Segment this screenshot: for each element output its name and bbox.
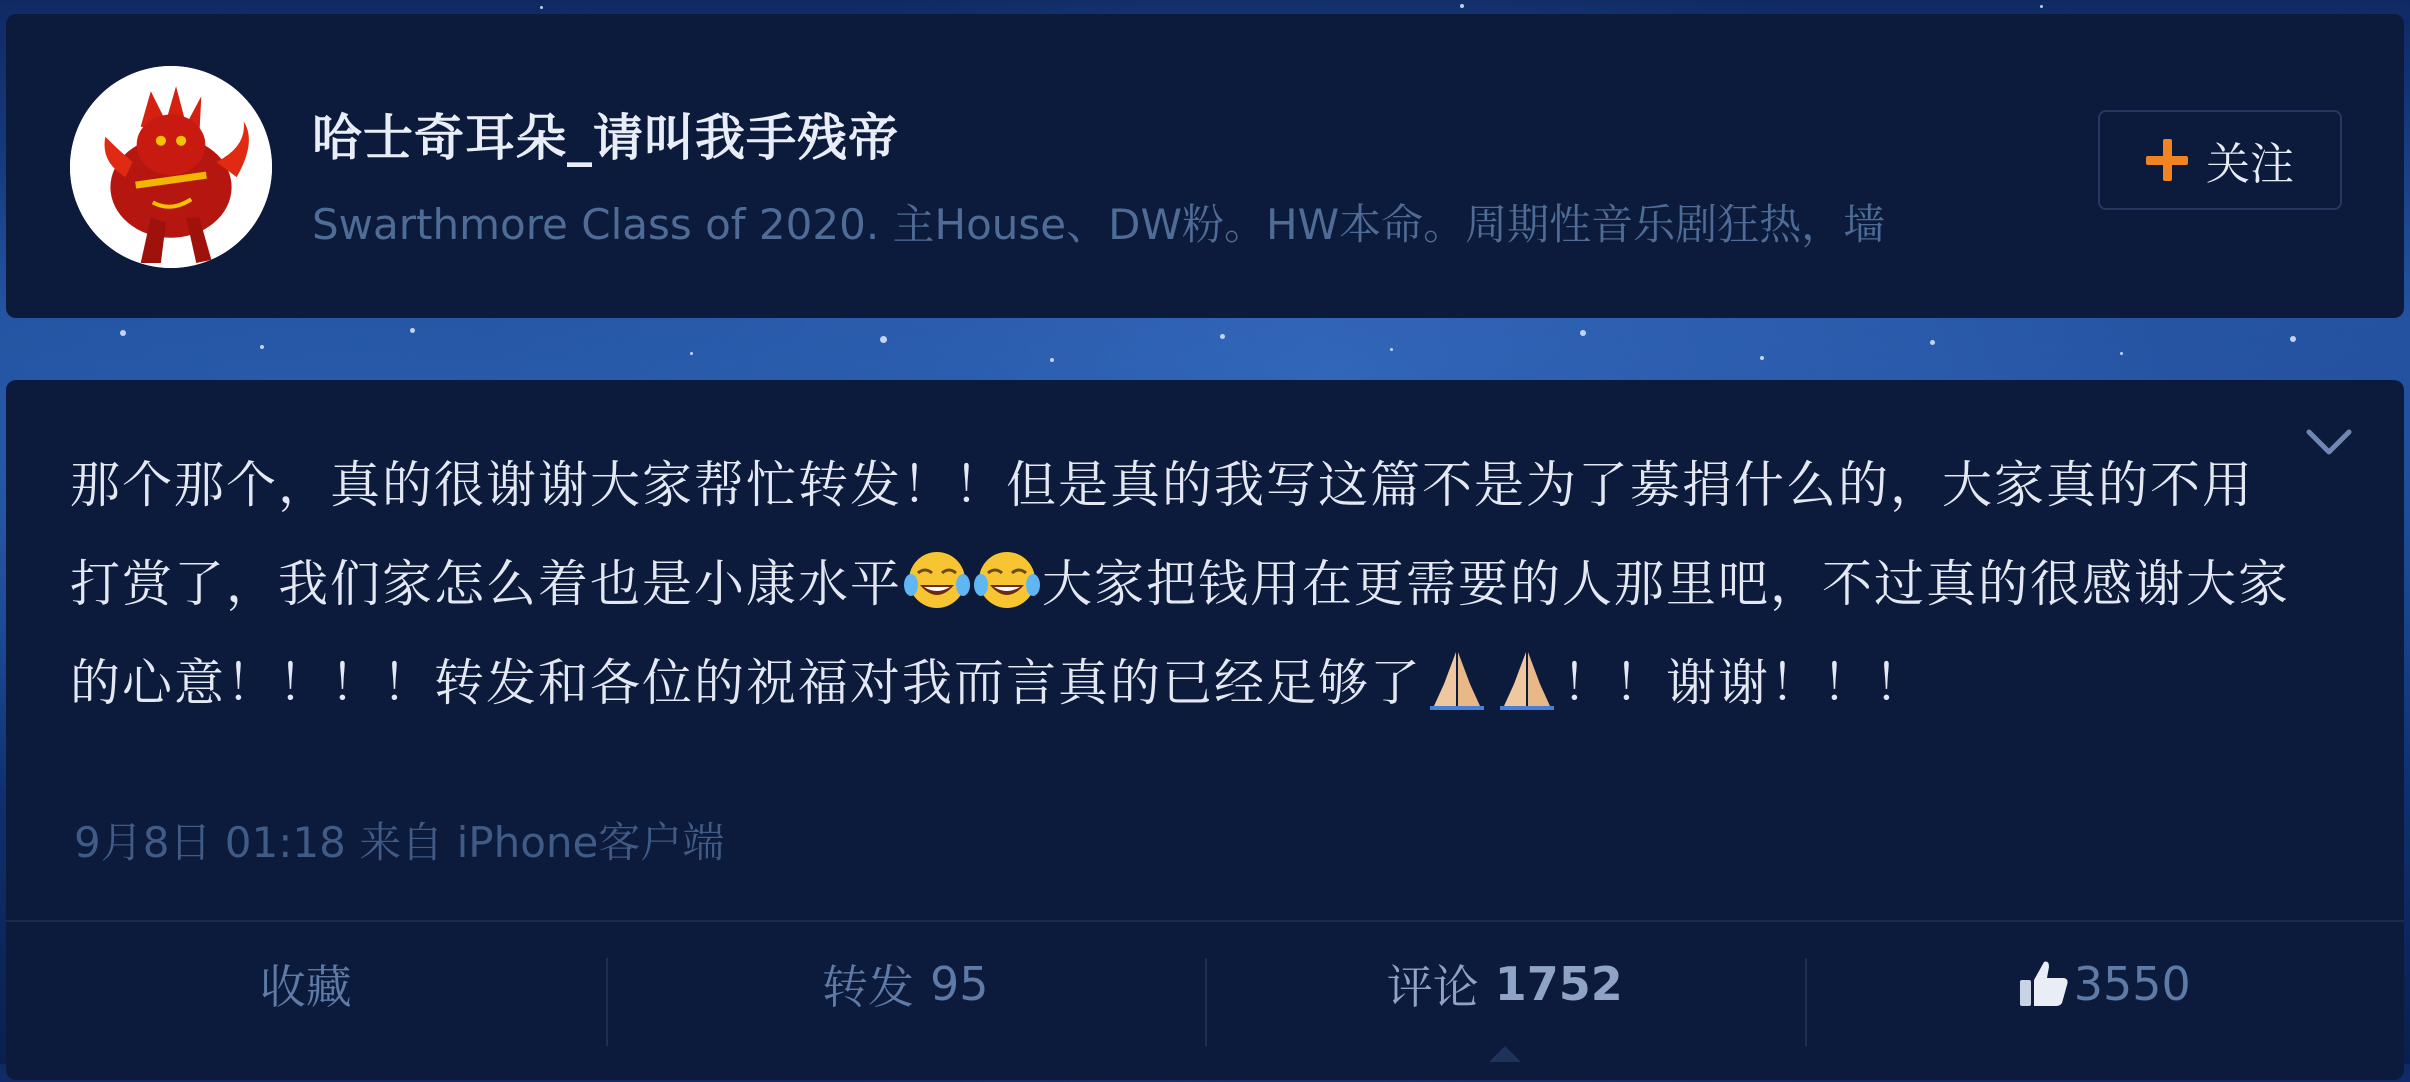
avatar-image [70,66,272,268]
comment-label: 评论 [1386,960,1479,1014]
post-timestamp: 9月8日 01:18 [74,818,346,867]
comment-count: 1752 [1494,957,1623,1011]
like-count: 3550 [2073,957,2191,1011]
follow-button[interactable] [2098,110,2342,210]
profile-card [6,14,2404,318]
avatar[interactable] [70,66,272,268]
comment-button[interactable] [1205,922,1805,1046]
post-source-prefix: 来自 [359,818,444,867]
action-bar [6,920,2404,1082]
post-source-link[interactable]: iPhone客户端 [456,818,725,867]
chevron-down-icon[interactable] [2306,428,2352,456]
like-button[interactable] [1805,922,2405,1046]
post-meta [74,810,724,870]
thumbs-up-icon [2018,958,2070,1010]
post-card [6,380,2404,1080]
plus-icon [2146,139,2188,181]
favorite-label: 收藏 [259,960,352,1014]
praying-hands-emoji [1492,648,1562,710]
post-text [70,436,2290,733]
post-text-part3: ！！谢谢！！！ [1562,654,1926,712]
repost-count: 95 [929,957,989,1011]
repost-label: 转发 [821,960,914,1014]
user-bio: Swarthmore Class of 2020. 主House、DW粉。HW本命。周期性音乐剧狂热，墙 [312,200,1886,249]
tears-of-joy-emoji [972,549,1042,611]
post-text-part1: 那个那个，真的很谢谢大家帮忙转发！！但是真的我写这篇不是为了募捐什么的，大家真的不用打赏了，我们家怎么着也是小康水平 [70,456,2254,613]
repost-button[interactable] [606,922,1206,1046]
post-text-part2: 大家把钱用在更需要的人那里吧，不过真的很感谢大家的心意！！！！转发和各位的祝福对我而言真的已经足够了 [70,555,2290,712]
follow-label: 关注 [2206,139,2294,190]
tears-of-joy-emoji [902,549,972,611]
username[interactable]: 哈士奇耳朵_请叫我手残帝 [312,109,899,167]
favorite-button[interactable] [6,922,606,1046]
praying-hands-emoji [1422,648,1492,710]
active-tab-pointer [1489,1046,1521,1062]
